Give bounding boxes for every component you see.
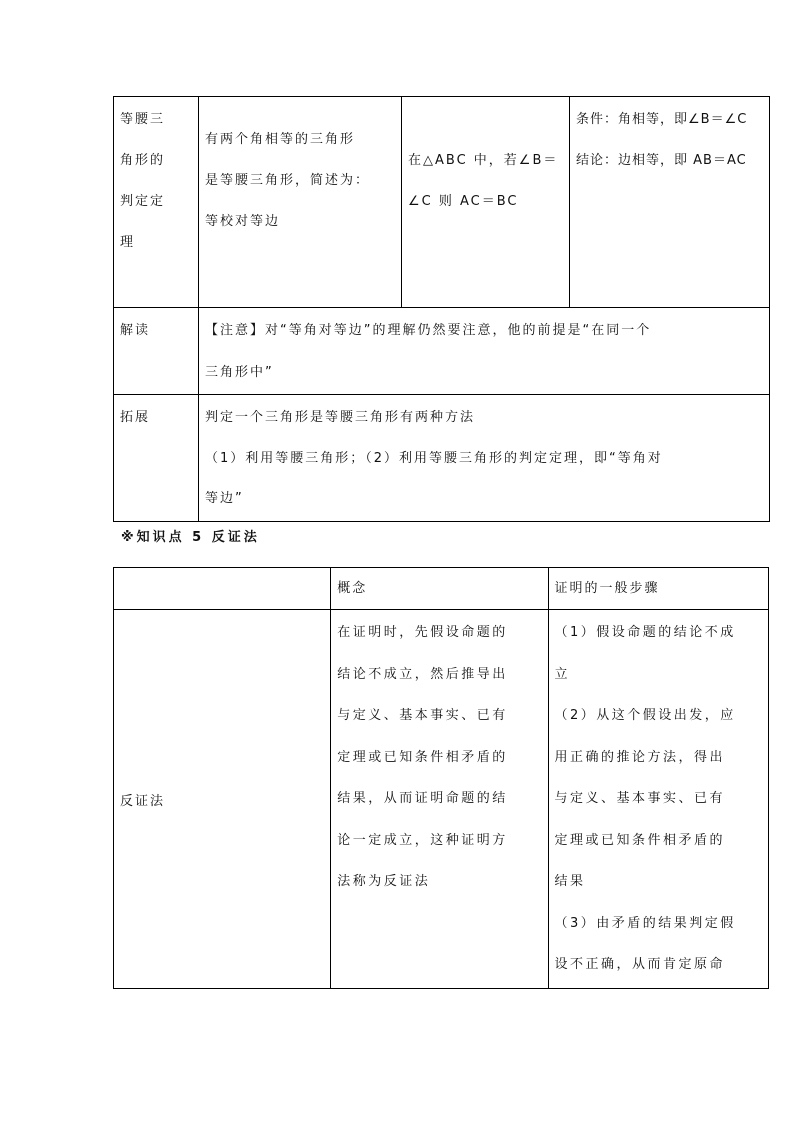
isosceles-theorem-table bbox=[113, 96, 770, 522]
extension-row bbox=[114, 395, 770, 522]
extension-text-cell bbox=[199, 395, 770, 522]
theorem-example: 在△ABC 中，若∠B＝ ∠C 则 AC＝BC bbox=[408, 153, 559, 209]
table-header-row bbox=[114, 568, 769, 610]
theorem-example-cell bbox=[402, 97, 570, 308]
interpretation-text-cell bbox=[199, 308, 770, 395]
theorem-conditions-cell bbox=[570, 97, 770, 308]
interpretation-label-cell bbox=[114, 308, 199, 395]
extension-label-cell bbox=[114, 395, 199, 522]
steps-cell bbox=[548, 610, 768, 989]
theorem-description: 有两个角相等的三角形 是等腰三角形，简述为： 等校对等边 bbox=[205, 132, 371, 229]
header-empty-cell bbox=[114, 568, 331, 610]
concept-text: 在证明时，先假设命题的 结论不成立，然后推导出 与定义、基本事实、已有 定理或已知条件相矛盾的 结果，从而证明命题的结 论一定成立，这种证明方 法称为反证法 bbox=[337, 625, 508, 889]
method-name-cell bbox=[114, 610, 331, 989]
theorem-description-cell bbox=[199, 97, 402, 308]
method-row bbox=[114, 610, 769, 989]
proof-by-contradiction-table bbox=[113, 567, 769, 989]
header-concept: 概念 bbox=[331, 568, 548, 610]
extension-line-1: 判定一个三角形是等腰三角形有两种方法 bbox=[205, 410, 476, 425]
header-steps: 证明的一般步骤 bbox=[548, 568, 768, 610]
interpretation-row bbox=[114, 308, 770, 395]
theorem-name: 等腰三 角形的 判定定 理 bbox=[120, 112, 166, 250]
method-name: 反证法 bbox=[120, 793, 166, 809]
theorem-name-cell bbox=[114, 97, 199, 308]
interpretation-label: 解读 bbox=[120, 323, 151, 338]
interpretation-text: 【注意】对“等角对等边”的理解仍然要注意，他的前提是“在同一个 三角形中” bbox=[205, 323, 652, 380]
extension-label: 拓展 bbox=[120, 410, 151, 425]
steps-text: （1）假设命题的结论不成 立 （2）从这个假设出发，应 用正确的推论方法，得出 与定义、基本事实、已有 定理或已知条件相矛盾的 结果 （3）由矛盾的结果判定假 设不正确，从而肯定原命 bbox=[554, 625, 736, 972]
theorem-conditions: 条件：角相等，即∠B＝∠C 结论：边相等，即 AB＝AC bbox=[576, 112, 748, 168]
extension-line-2: （1）利用等腰三角形；（2）利用等腰三角形的判定定理，即“等角对 等边” bbox=[205, 451, 663, 506]
theorem-row bbox=[114, 97, 770, 308]
section-heading: ※知识点 5 反证法 bbox=[121, 530, 260, 545]
concept-cell bbox=[331, 610, 548, 989]
